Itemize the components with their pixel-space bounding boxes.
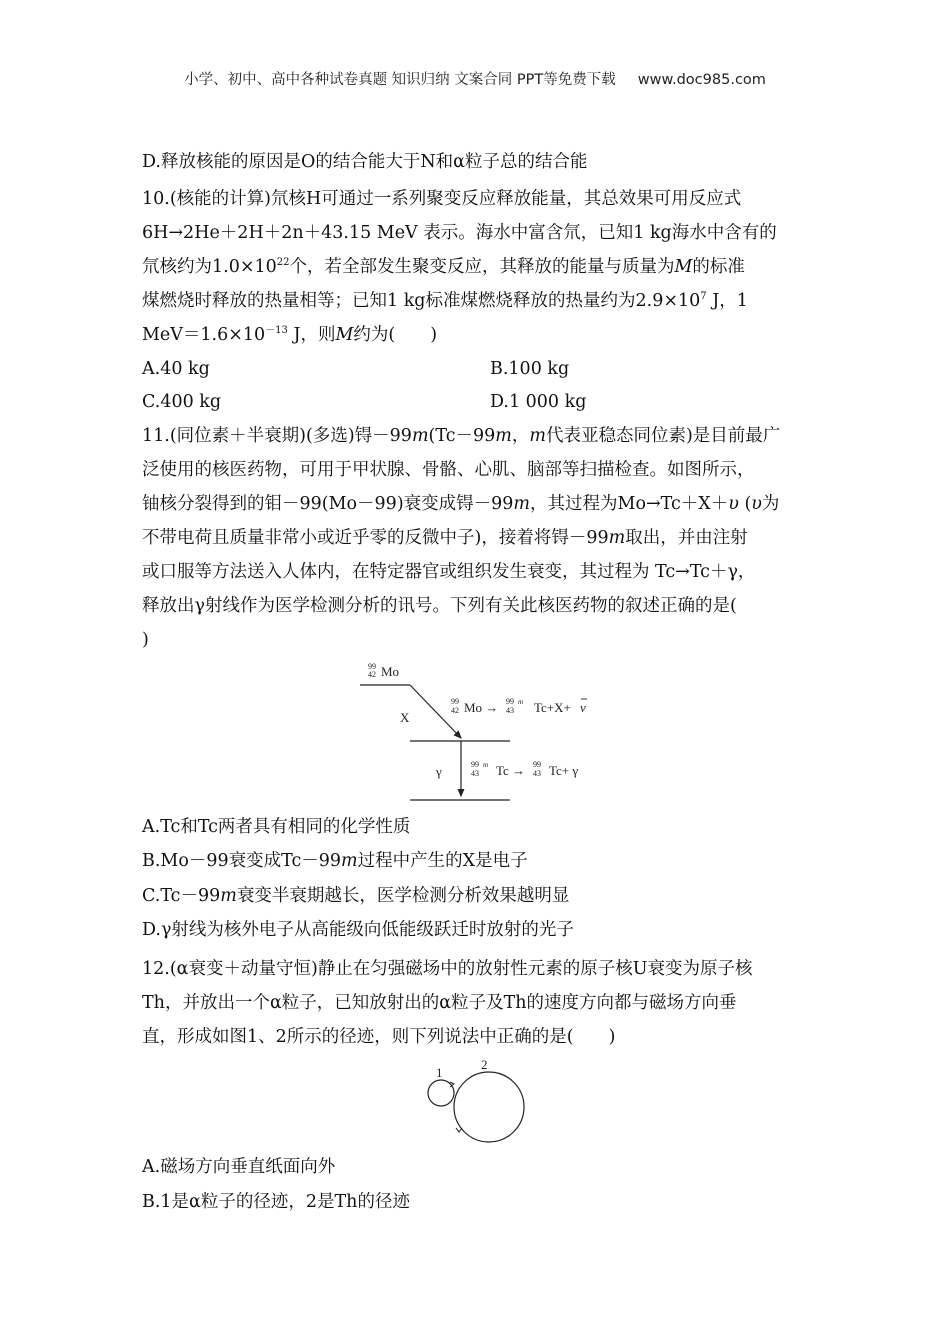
- mo-mass: 99: [368, 662, 376, 671]
- eq1-lhs: Mo →: [464, 700, 499, 715]
- q11-line-1: 11.(同位素＋半衰期)(多选)锝－99m(Tc－99m，m代表亚稳态同位素)是目前最广: [142, 426, 781, 446]
- q11-option-b: B.Mo－99衰变成Tc－99m过程中产生的X是电子: [142, 851, 528, 871]
- eq2-mass-tc: 99: [533, 760, 541, 769]
- eq1-z-tc: 43: [506, 706, 514, 715]
- q11-tag: 同位素＋半衰期: [176, 426, 300, 446]
- eq2-m: m: [483, 761, 489, 769]
- eq2-z-tcm: 43: [471, 769, 479, 778]
- q12-option-b: B.1是α粒子的径迹，2是Th的径迹: [142, 1192, 410, 1212]
- q11-option-d: D.γ射线为核外电子从高能级向低能级跃迁时放射的光子: [142, 920, 574, 940]
- x-label: X: [400, 710, 410, 725]
- eq2-mass-tcm: 99: [471, 760, 479, 769]
- eq1-nu: ν: [580, 700, 586, 715]
- q11-line-5: 或口服等方法送入人体内，在特定器官或组织发生衰变，其过程为 Tc→Tc＋γ，: [142, 562, 756, 582]
- q11-option-a: A.Tc和Tc两者具有相同的化学性质: [142, 817, 411, 837]
- q10-option-a: A.40 kg: [142, 359, 210, 379]
- q12-option-a: A.磁场方向垂直纸面向外: [142, 1157, 336, 1177]
- q10-option-d: D.1 000 kg: [490, 392, 587, 412]
- eq1-z-mo: 42: [451, 706, 459, 715]
- q10-line-4: 煤燃烧时释放的热量相等；已知1 kg标准煤燃烧释放的热量约为$2.9\times 10^7$ J，1: [142, 291, 748, 311]
- q9-option-d: D.释放核能的原因是O的结合能大于N和α粒子总的结合能: [142, 152, 588, 172]
- q10-tag: 核能的计算: [176, 189, 265, 209]
- eq2-z-tc: 43: [533, 769, 541, 778]
- q11-line-6: 释放出γ射线作为医学检测分析的讯号。下列有关此核医药物的叙述正确的是(: [142, 596, 737, 616]
- q10-option-b: B.100 kg: [490, 359, 570, 379]
- q10-line-1: 10.(核能的计算)氘核H可通过一系列聚变反应释放能量，其总效果可用反应式: [142, 189, 742, 209]
- track-2-circle: [454, 1072, 524, 1142]
- header-text: 小学、初中、高中各种试卷真题 知识归纳 文案合同 PPT等免费下载: [184, 72, 616, 88]
- track-2-arrow-icon: [456, 1128, 462, 1132]
- q11-line-4: 不带电荷且质量非常小或近乎零的反微中子)，接着将锝－99m取出，并由注射: [142, 528, 748, 548]
- track-1-circle: [428, 1080, 454, 1106]
- q11-line-7: ): [142, 630, 149, 650]
- q10-line-2: 6H→2He＋2H＋2n＋43.15 MeV 表示。海水中富含氘，已知1 kg海水中含有的: [142, 223, 777, 243]
- mo-label: Mo: [381, 664, 400, 679]
- mo-z: 42: [368, 670, 376, 679]
- q10-option-c: C.400 kg: [142, 392, 222, 412]
- q12-tag: 衰变＋动量守恒: [188, 959, 311, 979]
- track-2-label: 2: [481, 1057, 488, 1072]
- q11-line-3: 铀核分裂得到的钼－99(Mo－99)衰变成锝－99m，其过程为Mo→Tc＋X＋υ (υ为: [142, 494, 780, 514]
- q11-option-c: C.Tc－99m衰变半衰期越长，医学检测分析效果越明显: [142, 886, 570, 906]
- track-1-label: 1: [436, 1065, 443, 1080]
- eq2-lhs: Tc →: [496, 763, 526, 778]
- eq1-mass-tc: 99: [506, 697, 514, 706]
- q12-line-2: Th，并放出一个α粒子，已知放射出的α粒子及Th的速度方向都与磁场方向垂: [142, 993, 737, 1013]
- eq2-rhs: Tc+ γ: [549, 763, 579, 778]
- track-figure: [410, 1050, 540, 1150]
- q10-line-5: $MeV=1.6\times 10^{-13}$ J，则M约为( ): [142, 325, 438, 345]
- header-url[interactable]: www.doc985.com: [637, 72, 766, 88]
- eq1-rhs: Tc+X+: [534, 700, 571, 715]
- page-header: [0, 68, 950, 89]
- q12-line-3: 直，形成如图1、2所示的径迹，则下列说法中正确的是( ): [142, 1027, 616, 1047]
- decay-diagram: [350, 655, 600, 810]
- gamma-label: γ: [436, 764, 442, 779]
- q11-line-2: 泛使用的核医药物，可用于甲状腺、骨骼、心肌、脑部等扫描检查。如图所示，: [142, 460, 755, 480]
- eq1-mass-mo: 99: [451, 697, 459, 706]
- eq1-m: m: [518, 698, 524, 706]
- q11-tag-multi: 多选: [312, 426, 348, 446]
- q12-line-1: 12.(α衰变＋动量守恒)静止在匀强磁场中的放射性元素的原子核U衰变为原子核: [142, 959, 753, 979]
- q10-line-3: 氘核约为$1.0\times 10^{22}$个，若全部发生聚变反应，其释放的能量与质量为M的标准: [142, 257, 745, 277]
